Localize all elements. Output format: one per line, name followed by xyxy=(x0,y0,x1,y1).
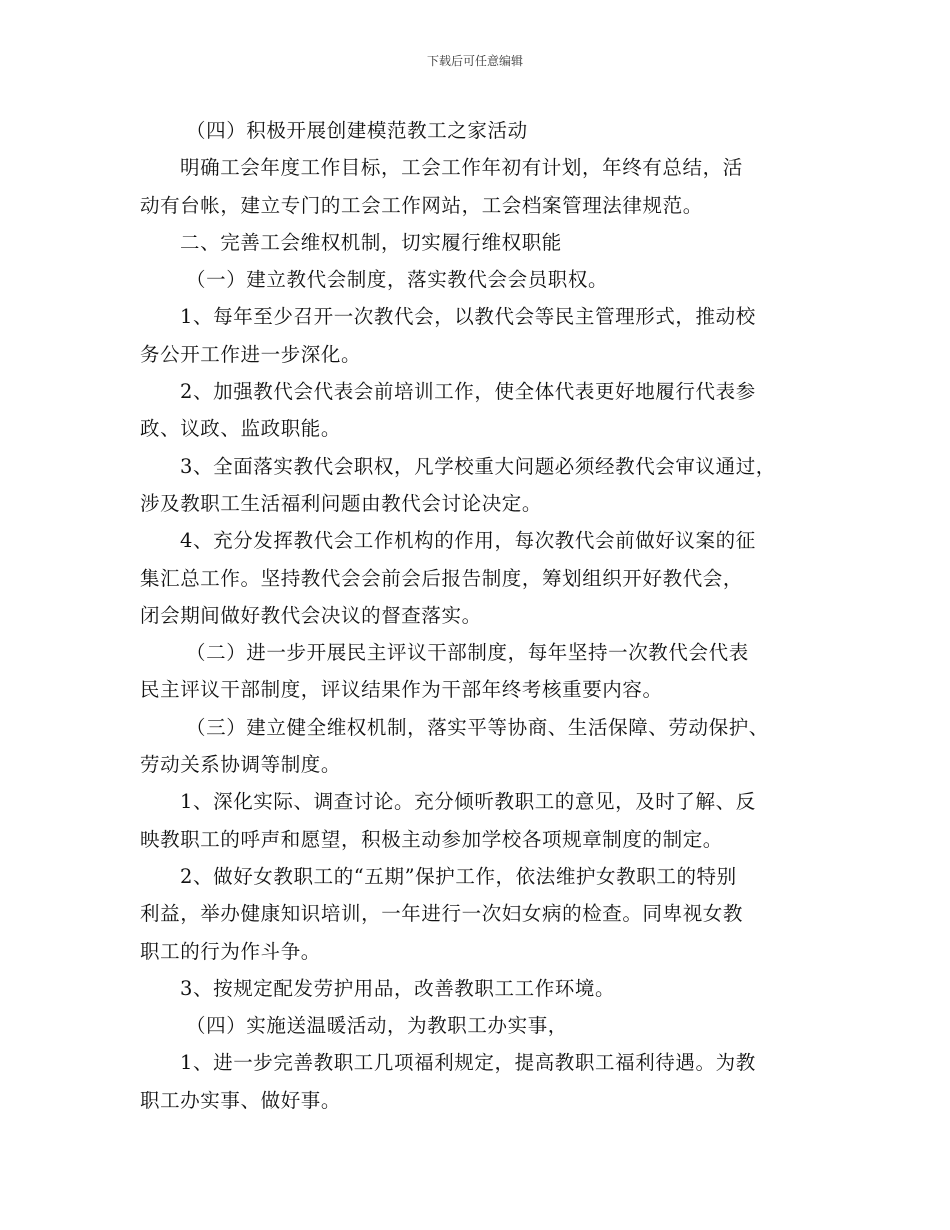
subsection-heading: （一）建立教代会制度，落实教代会会员职权。 xyxy=(186,268,609,292)
paragraph-line: 职工的行为作斗争。 xyxy=(140,939,321,963)
subsection-heading: （三）建立健全维权机制，落实平等协商、生活保障、劳动保护、 xyxy=(186,715,769,739)
document-body xyxy=(140,112,815,1119)
paragraph-line: 3、全面落实教代会职权，凡学校重大问题必须经教代会审议通过， xyxy=(180,454,776,478)
paragraph-line: 2、加强教代会代表会前培训工作，使全体代表更好地履行代表参 xyxy=(180,380,756,404)
paragraph-line: 民主评议干部制度，评议结果作为干部年终考核重要内容。 xyxy=(140,678,663,702)
paragraph-line: 动有台帐，建立专门的工会工作网站，工会档案管理法律规范。 xyxy=(140,193,703,217)
paragraph-line: 1、深化实际、调查讨论。充分倾听教职工的意见，及时了解、反 xyxy=(180,790,756,814)
paragraph-line: 政、议政、监政职能。 xyxy=(140,417,342,441)
paragraph-line: 劳动关系协调等制度。 xyxy=(140,753,342,777)
subsection-heading: （四）实施送温暖活动，为教职工办实事， xyxy=(186,1014,568,1038)
section-heading: 二、完善工会维权机制，切实履行维权职能 xyxy=(180,230,562,254)
paragraph-line: 1、进一步完善教职工几项福利规定，提高教职工福利待遇。为教 xyxy=(180,1051,756,1075)
paragraph-line: 务公开工作进一步深化。 xyxy=(140,342,362,366)
paragraph-line: 涉及教职工生活福利问题由教代会讨论决定。 xyxy=(140,491,543,515)
paragraph-line: 2、做好女教职工的“五期”保护工作，依法维护女教职工的特别 xyxy=(180,864,737,888)
paragraph-line: 利益，举办健康知识培训，一年进行一次妇女病的检查。同卑视女教 xyxy=(140,902,744,926)
paragraph-line: 1、每年至少召开一次教代会，以教代会等民主管理形式，推动校 xyxy=(180,305,756,329)
subsection-heading: （二）进一步开展民主评议干部制度，每年坚持一次教代会代表 xyxy=(186,641,749,665)
paragraph-line: 职工办实事、做好事。 xyxy=(140,1088,342,1112)
paragraph-line: 明确工会年度工作目标，工会工作年初有计划，年终有总结，活 xyxy=(180,156,743,180)
paragraph-line: 闭会期间做好教代会决议的督查落实。 xyxy=(140,603,482,627)
paragraph-line: 3、按规定配发劳护用品，改善教职工工作环境。 xyxy=(180,976,616,1000)
paragraph-line: 4、充分发挥教代会工作机构的作用，每次教代会前做好议案的征 xyxy=(180,529,756,553)
paragraph-line: 集汇总工作。坚持教代会会前会后报告制度，筹划组织开好教代会， xyxy=(140,566,744,590)
paragraph-line: 映教职工的呼声和愿望，积极主动参加学校各项规章制度的制定。 xyxy=(140,827,723,851)
page-header: 下载后可任意编辑 xyxy=(426,54,523,68)
section-heading: （四）积极开展创建模范教工之家活动 xyxy=(186,119,528,142)
